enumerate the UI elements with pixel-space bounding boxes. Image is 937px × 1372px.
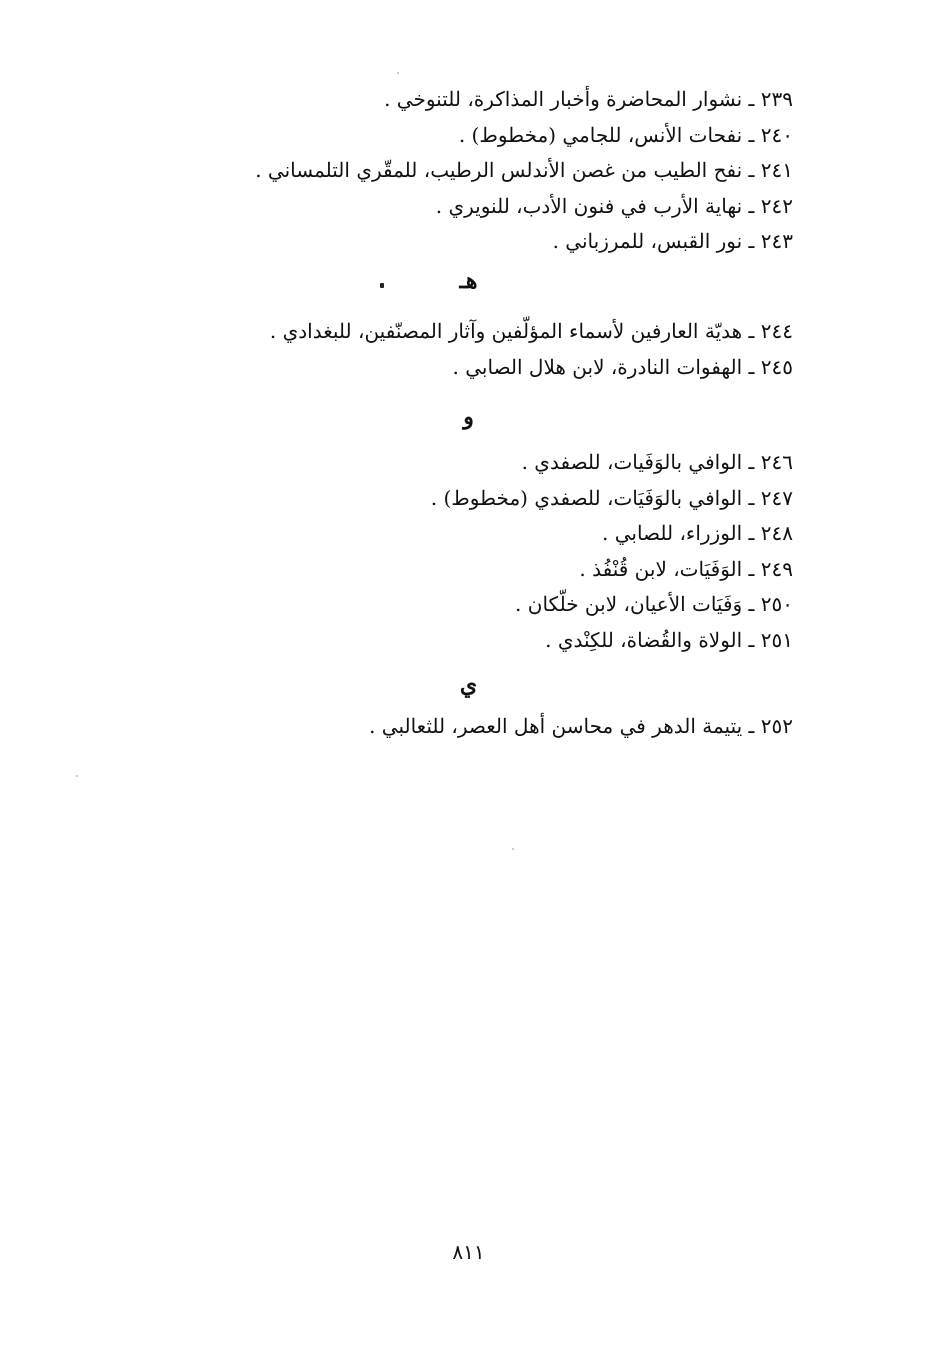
bibliography-entry-242: ٢٤٢ ـ نهاية الأرب في فنون الأدب، للنويري . bbox=[435, 193, 793, 218]
entry-group-nun bbox=[60, 82, 793, 260]
ink-speck bbox=[380, 283, 384, 288]
bibliography-entry-239: ٢٣٩ ـ نشوار المحاضرة وأخبار المذاكرة، للتنوخي . bbox=[384, 87, 793, 111]
bibliography-entry-248: ٢٤٨ ـ الوزراء، للصابي . bbox=[602, 521, 793, 545]
bibliography-entry-241: ٢٤١ ـ نفح الطيب من غصن الأندلس الرطيب، للمقّري التلمساني . bbox=[255, 158, 793, 182]
bibliography-entry-249: ٢٤٩ ـ الوَفَيَات، لابن قُنْفُذ . bbox=[579, 556, 793, 581]
section-heading-ya: ي bbox=[459, 672, 478, 698]
bibliography-entry-246: ٢٤٦ ـ الوافي بالوَفَيات، للصفدي . bbox=[521, 450, 793, 474]
bibliography-entry-245: ٢٤٥ ـ الهفوات النادرة، لابن هلال الصابي . bbox=[452, 354, 793, 379]
bibliography-entry-244: ٢٤٤ ـ هديّة العارفين لأسماء المؤلّفين وآثار المصنّفين، للبغدادي . bbox=[269, 319, 793, 343]
bibliography-entry-240: ٢٤٠ ـ نفحات الأنس، للجامي (مخطوط) . bbox=[458, 122, 793, 147]
section-heading-waw: و bbox=[463, 404, 474, 430]
entry-group-ha bbox=[60, 314, 793, 385]
bibliography-entry-250: ٢٥٠ ـ وَفَيَات الأعيان، لابن خلّكان . bbox=[515, 592, 793, 616]
bibliography-entry-251: ٢٥١ ـ الولاة والقُضاة، للكِنْدي . bbox=[545, 627, 793, 652]
scan-speck bbox=[76, 775, 78, 777]
bibliography-entry-247: ٢٤٧ ـ الوافي بالوَفَيَات، للصفدي (مخطوط) . bbox=[430, 485, 793, 510]
entry-group-ya bbox=[60, 709, 793, 745]
scan-speck bbox=[512, 848, 514, 850]
page-number: ٨١١ bbox=[452, 1240, 485, 1264]
bibliography-entry-243: ٢٤٣ ـ نور القبس، للمرزباني . bbox=[552, 229, 793, 253]
section-heading-ha: هـ bbox=[459, 268, 478, 294]
bibliography-entry-252: ٢٥٢ ـ يتيمة الدهر في محاسن أهل العصر، للثعالبي . bbox=[369, 714, 793, 738]
scan-speck bbox=[397, 72, 399, 74]
entry-group-waw bbox=[60, 445, 793, 658]
